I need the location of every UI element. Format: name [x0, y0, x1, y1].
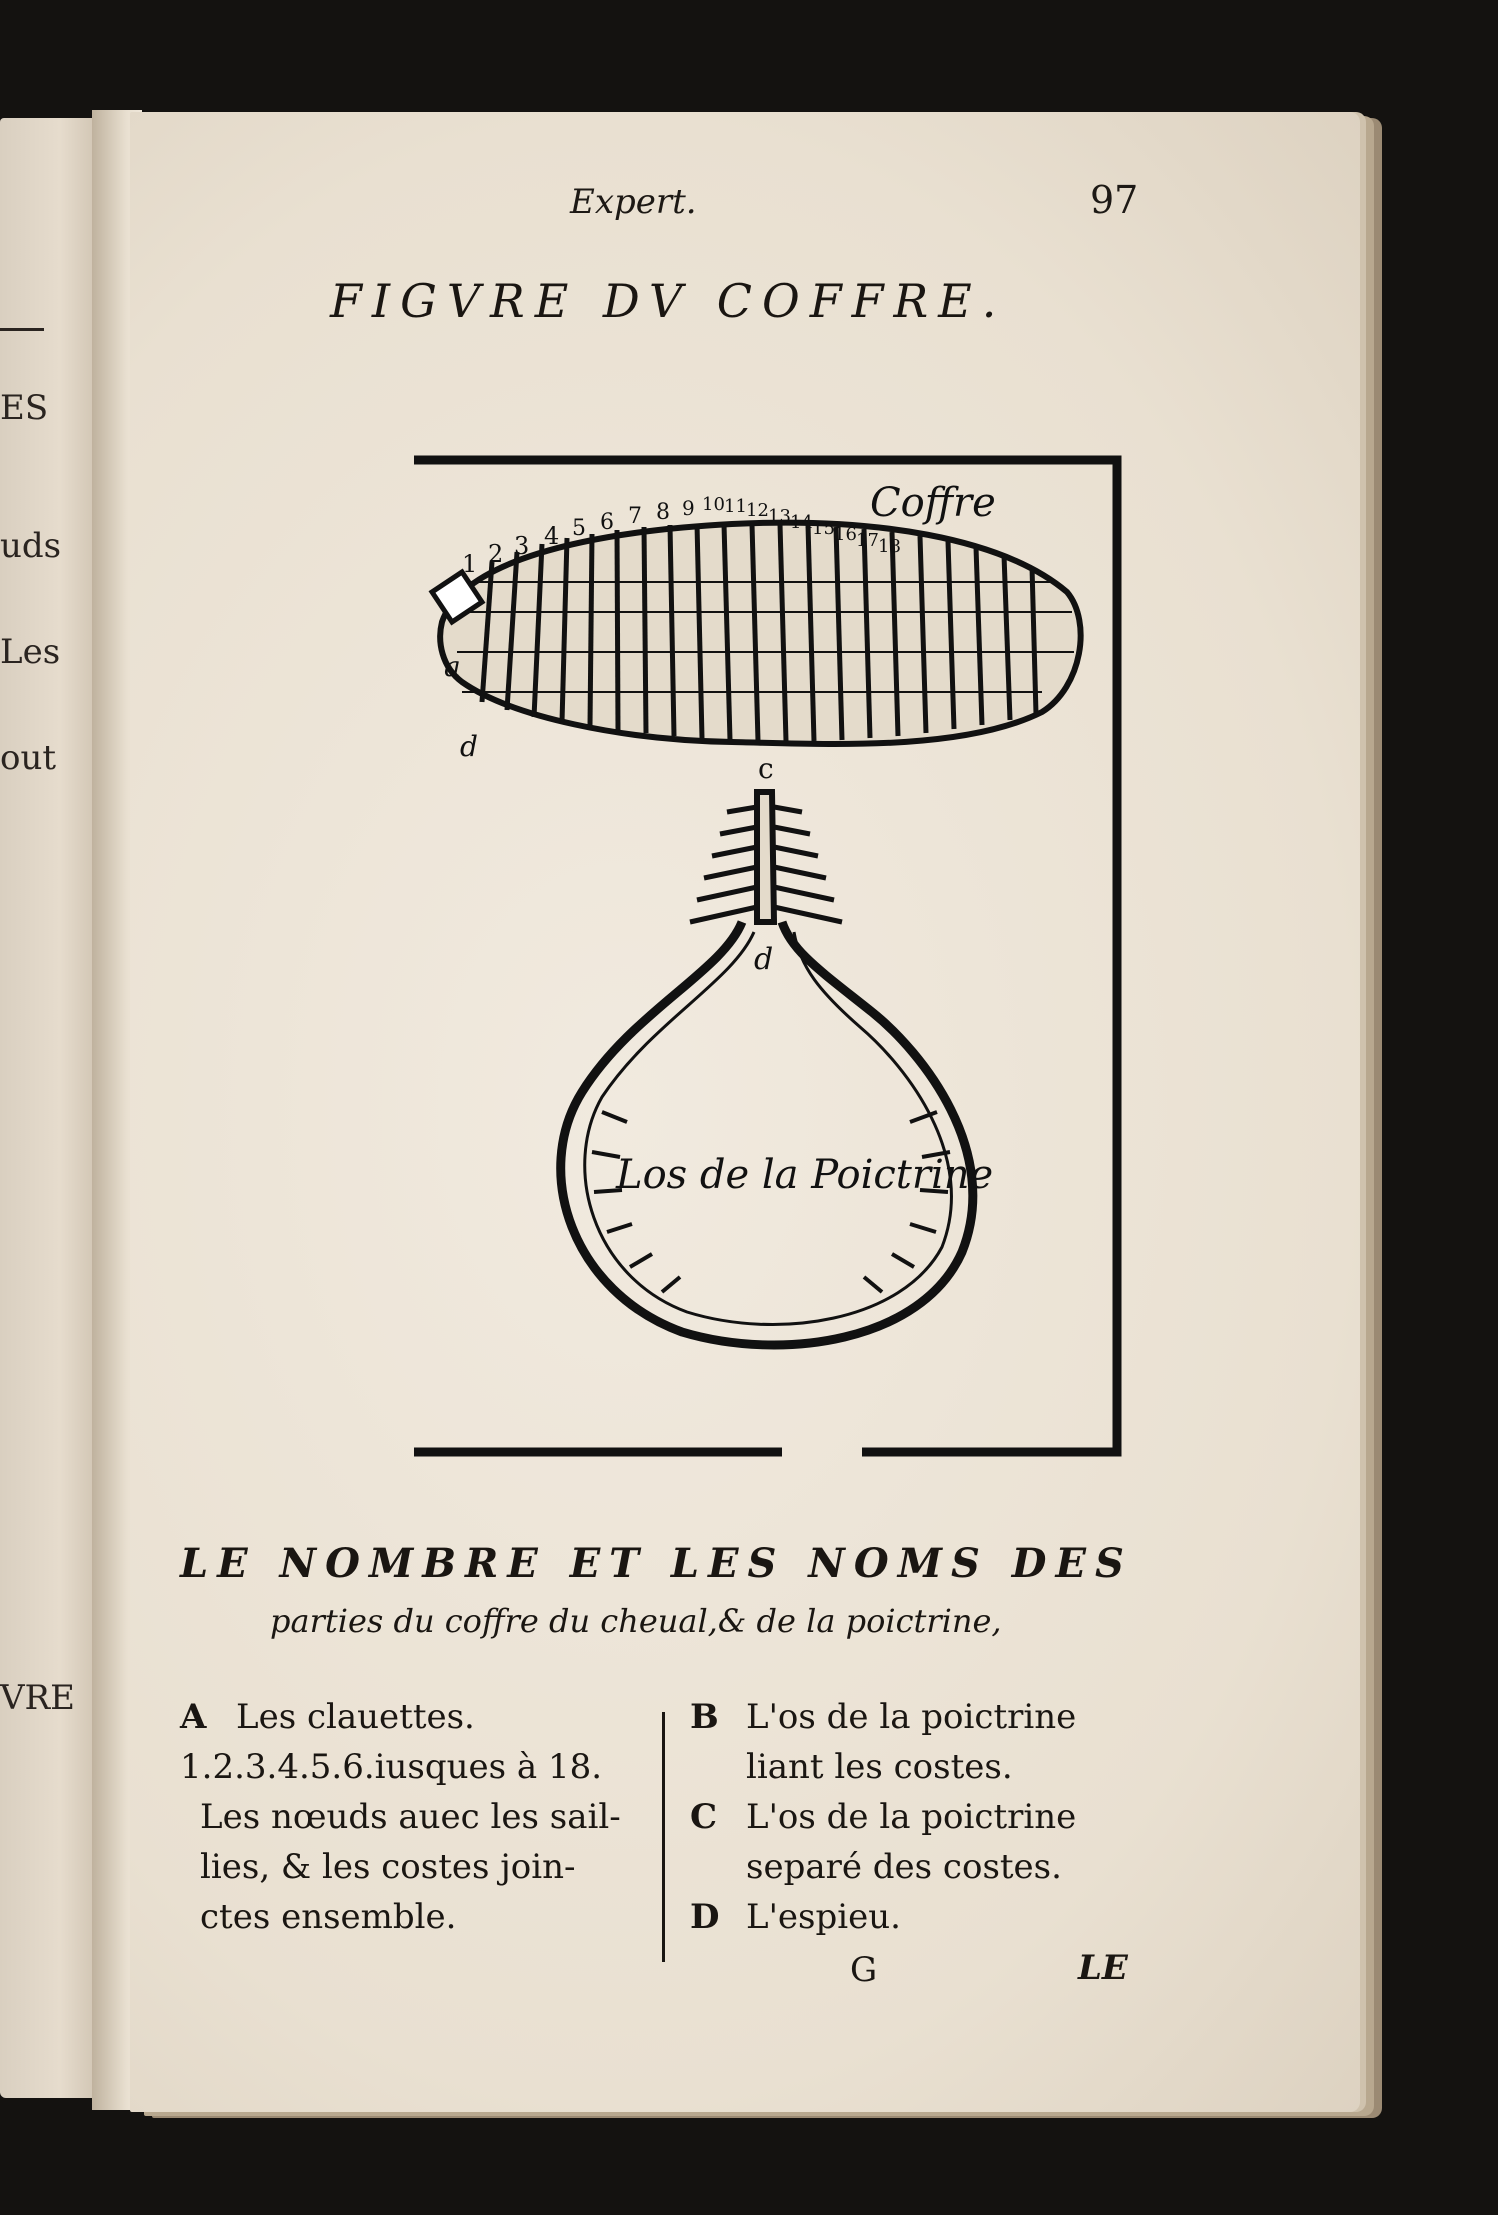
- legend-text: lies, & les costes join-: [200, 1847, 576, 1887]
- legend-divider: [662, 1712, 665, 1962]
- rib-number: 9: [682, 496, 695, 520]
- plate-label-c: c: [758, 752, 774, 785]
- legend-text: liant les costes.: [746, 1747, 1013, 1787]
- legend-letter: A: [180, 1697, 207, 1737]
- rib-number: 14: [790, 512, 813, 533]
- legend-letter: B: [690, 1697, 719, 1737]
- legend-entry: [180, 1742, 621, 1792]
- legend-text: L'os de la poictrine: [746, 1697, 1077, 1737]
- rib-number: 7: [628, 504, 642, 529]
- legend-entry: [690, 1892, 1076, 1942]
- plate-label-d-upper: d: [460, 730, 478, 763]
- facing-page: [0, 118, 100, 2098]
- plate-label-poictrine: Los de la Poictrine: [616, 1152, 994, 1198]
- caption-title: LE NOMBRE ET LES NOMS DES: [180, 1540, 1133, 1587]
- legend-text: L'os de la poictrine: [746, 1797, 1077, 1837]
- book-page: [130, 112, 1360, 2112]
- legend-right: [690, 1692, 1076, 1942]
- legend-text: separé des costes.: [746, 1847, 1062, 1887]
- legend-text: ctes ensemble.: [200, 1897, 457, 1937]
- facing-page-fragment: uds: [0, 526, 62, 566]
- rib-number: 3: [514, 532, 530, 560]
- rib-numbers: [462, 492, 901, 578]
- plate-title: FIGVRE DV COFFRE.: [330, 274, 1007, 328]
- woodcut-illustration: [402, 452, 1124, 1462]
- legend-text: Les clauettes.: [236, 1697, 475, 1737]
- rib-number: 17: [856, 530, 879, 551]
- legend-text: 1.2.3.4.5.6.iusques à 18.: [180, 1747, 603, 1787]
- legend-entry: [180, 1842, 621, 1892]
- facing-page-fragment: ES: [0, 388, 49, 428]
- rib-number: 4: [544, 522, 560, 550]
- rib-number: 13: [768, 506, 791, 527]
- running-head: Expert.: [570, 182, 697, 222]
- legend-letter: C: [690, 1797, 718, 1837]
- rib-number: 18: [878, 536, 901, 557]
- rib-number: 5: [572, 516, 586, 541]
- legend-entry: [690, 1692, 1076, 1742]
- rib-number: 8: [656, 500, 670, 525]
- facing-page-fragment: Les: [0, 632, 61, 672]
- sternum-drawing: [561, 792, 973, 1345]
- legend-letter: D: [690, 1897, 720, 1937]
- rib-number: 1: [462, 550, 478, 578]
- facing-page-fragment: VRE: [0, 1678, 75, 1718]
- legend-left: [180, 1692, 621, 1942]
- legend-entry: [180, 1892, 621, 1942]
- signature-mark: G: [850, 1950, 878, 1990]
- rib-number: 6: [600, 510, 614, 535]
- legend-entry: [180, 1692, 621, 1742]
- facing-page-rule: [0, 328, 44, 331]
- rib-number: 10: [702, 494, 725, 515]
- rib-number: 12: [746, 500, 769, 521]
- rib-number: 15: [812, 518, 835, 539]
- legend-text: Les nœuds auec les sail-: [200, 1797, 621, 1837]
- plate-label-d-lower: d: [754, 942, 774, 977]
- legend-entry: [690, 1742, 1076, 1792]
- page-number: 97: [1090, 178, 1139, 222]
- rib-number: 2: [488, 540, 504, 568]
- catchword: LE: [1078, 1948, 1128, 1988]
- rib-number: 11: [724, 496, 747, 517]
- rib-number: 16: [834, 524, 857, 545]
- plate-label-a: a: [444, 650, 461, 683]
- caption-subtitle: parties du coffre du cheual,& de la poictrine,: [270, 1602, 1002, 1640]
- legend-entry: [180, 1792, 621, 1842]
- legend-text: L'espieu.: [746, 1897, 901, 1937]
- plate-label-coffre: Coffre: [870, 480, 996, 526]
- legend-entry: [690, 1842, 1076, 1892]
- facing-page-fragment: out: [0, 738, 57, 778]
- legend-entry: [690, 1792, 1076, 1842]
